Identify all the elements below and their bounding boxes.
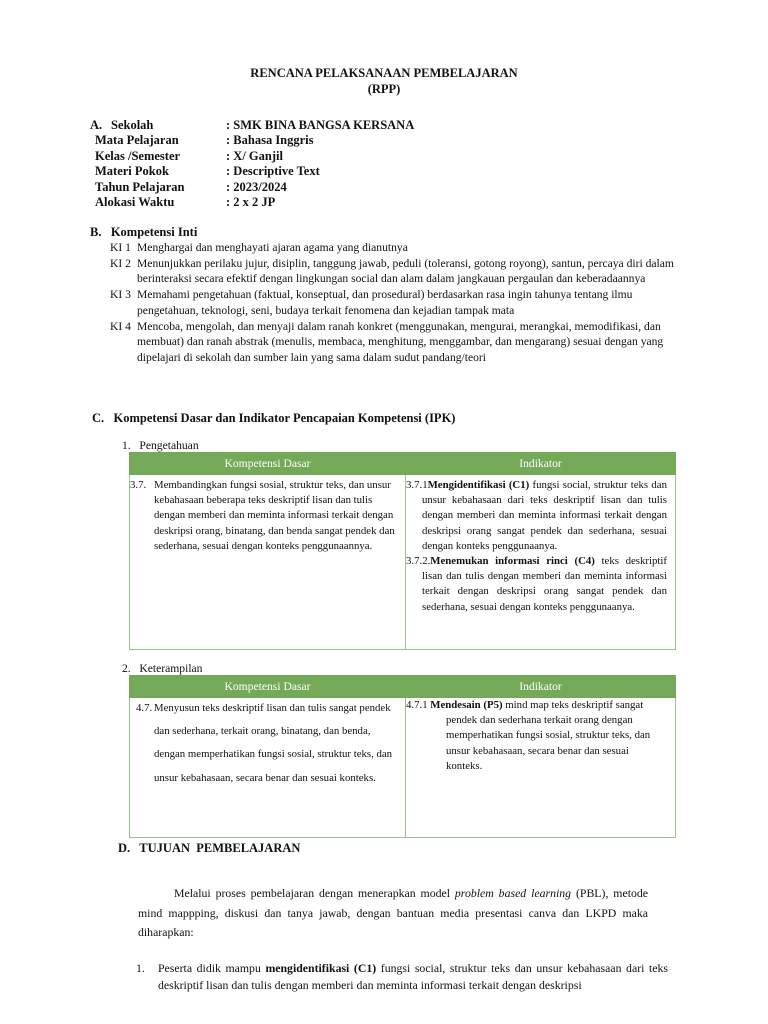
indikator-item	[406, 554, 667, 615]
indikator-number: 3.7.1	[406, 479, 428, 491]
section-d-heading: D. TUJUAN PEMBELAJARAN	[118, 841, 301, 855]
col-header-indikator: Indikator	[406, 676, 676, 698]
indikator-number: 4.7.1	[406, 699, 428, 711]
ki-item: KI 1 Menghargai dan menghayati ajaran agama yang dianutnya	[110, 241, 408, 254]
subsection-keterampilan: 2. Keterampilan	[122, 662, 203, 675]
kd-cell	[130, 475, 406, 650]
identity-row: Alokasi Waktu : 2 x 2 JP	[95, 194, 276, 209]
indikator-item	[406, 698, 667, 774]
kd-text: Membandingkan fungsi sosial, struktur teks, dan unsur kebahasaan beberapa teks deskriptif lisan dan tulis dengan memberi dan meminta informasi terkait dengan deskripsi orang, binatang, dan benda sangat pendek dan sederhana, sesuai dengan konteks penggunaannya.	[154, 479, 395, 552]
document-subtitle: (RPP)	[367, 82, 401, 96]
col-header-kd: Kompetensi Dasar	[130, 453, 406, 475]
section-b-heading: B. Kompetensi Inti	[90, 225, 198, 239]
tujuan-item: 1. Peserta didik mampu mengidentifikasi (C1) fungsi social, struktur teks dan unsur kebahasaan dari teks deskriptif lisan dan tulis dengan memberi dan meminta informasi terkait dengan deskripsi	[136, 961, 668, 992]
kd-table-pengetahuan	[129, 452, 676, 650]
indikator-cell	[406, 475, 676, 650]
kd-table-keterampilan	[129, 675, 676, 838]
ki-list	[110, 240, 678, 366]
indikator-verb: Mengidentifikasi (C1)	[427, 479, 530, 491]
model-name: problem based learning	[454, 886, 572, 900]
identity-row: Tahun Pelajaran : 2023/2024	[95, 179, 287, 194]
col-header-kd: Kompetensi Dasar	[130, 676, 406, 698]
identity-row: Mata Pelajaran : Bahasa Inggris	[95, 133, 314, 148]
kd-number: 4.7.	[136, 702, 153, 714]
indikator-text: teks deskriptif lisan dan tulis dengan memberi dan meminta informasi terkait dengan deskripsi orang sangat pendek dan sederhana, sesuai dengan konteks penggunaanya.	[422, 555, 667, 613]
col-header-indikator: Indikator	[406, 453, 676, 475]
section-c-heading: C. Kompetensi Dasar dan Indikator Pencapaian Kompetensi (IPK)	[92, 411, 456, 425]
tujuan-verb: mengidentifikasi (C1)	[265, 961, 377, 975]
indikator-cell	[406, 698, 676, 838]
subsection-pengetahuan: 1. Pengetahuan	[122, 439, 199, 452]
document-title: RENCANA PELAKSANAAN PEMBELAJARAN	[250, 66, 518, 80]
ki-item: KI 3 Memahami pengetahuan (faktual, konseptual, dan prosedural) berdasarkan rasa ingin tahunya tentang ilmu pengetahuan, teknologi, seni, budaya terkait fenomena dan kejadian tampak mata	[110, 288, 633, 317]
identity-row: Kelas /Semester : X/ Ganjil	[95, 148, 283, 163]
indikator-verb: Menemukan informasi rinci (C4)	[430, 555, 595, 568]
identity-row: Materi Pokok : Descriptive Text	[95, 164, 320, 179]
kd-number: 3.7.	[130, 479, 147, 491]
section-a-letter: A.	[90, 118, 103, 132]
indikator-verb: Mendesain (P5)	[430, 699, 503, 711]
kd-text: Menyusun teks deskriptif lisan dan tulis sangat pendek dan sederhana, terkait orang, binatang, dan benda, dengan memperhatikan fungsi sosial, struktur teks, dan unsur kebahasaan, secara benar dan sesuai konteks.	[154, 702, 393, 784]
identity-row: Sekolah : SMK BINA BANGSA KERSANA	[111, 118, 415, 132]
indikator-item	[406, 478, 667, 554]
indikator-text: fungsi social, struktur teks dan unsur kebahasaan dari teks deskriptif lisan dan tulis dengan memberi dan meminta informasi terkait dengan deskripsi orang sangat pendek dan sederhana, sesuai dengan konteks penggunaanya.	[422, 479, 667, 552]
indikator-text: mind map teks deskriptif sangat pendek dan sederhana terkait orang dengan memperhatikan fungsi sosial, struktur teks, dan unsur kebahasaan, secara benar dan sesuai konteks.	[446, 699, 651, 772]
tujuan-intro: Melalui proses pembelajaran dengan menerapkan model problem based learning (PBL), metode mind mappping, diskusi dan tanya jawab, dengan bantuan media presentasi canva dan LKPD maka diharapkan:	[138, 886, 649, 939]
ki-item: KI 4 Mencoba, mengolah, dan menyaji dalam ranah konkret (menggunakan, mengurai, merangkai, memodifikasi, dan membuat) dan ranah abstrak (menulis, membaca, menghitung, menggambar, dan mengarang) sesuai dengan yang dipelajari di sekolah dan sumber lain yang sama dalam sudut pandang/teori	[110, 319, 664, 364]
tujuan-number: 1.	[136, 961, 145, 975]
indikator-number: 3.7.2.	[406, 555, 431, 568]
ki-item: KI 2 Menunjukkan perilaku jujur, disiplin, tanggung jawab, peduli (toleransi, gotong royong), santun, percaya diri dalam berinteraksi secara efektif dengan lingkungan social dan alam dalam jangkauan pergaulan dan keberadaannya	[110, 256, 674, 286]
identity-block	[95, 118, 515, 210]
kd-cell	[130, 698, 406, 838]
